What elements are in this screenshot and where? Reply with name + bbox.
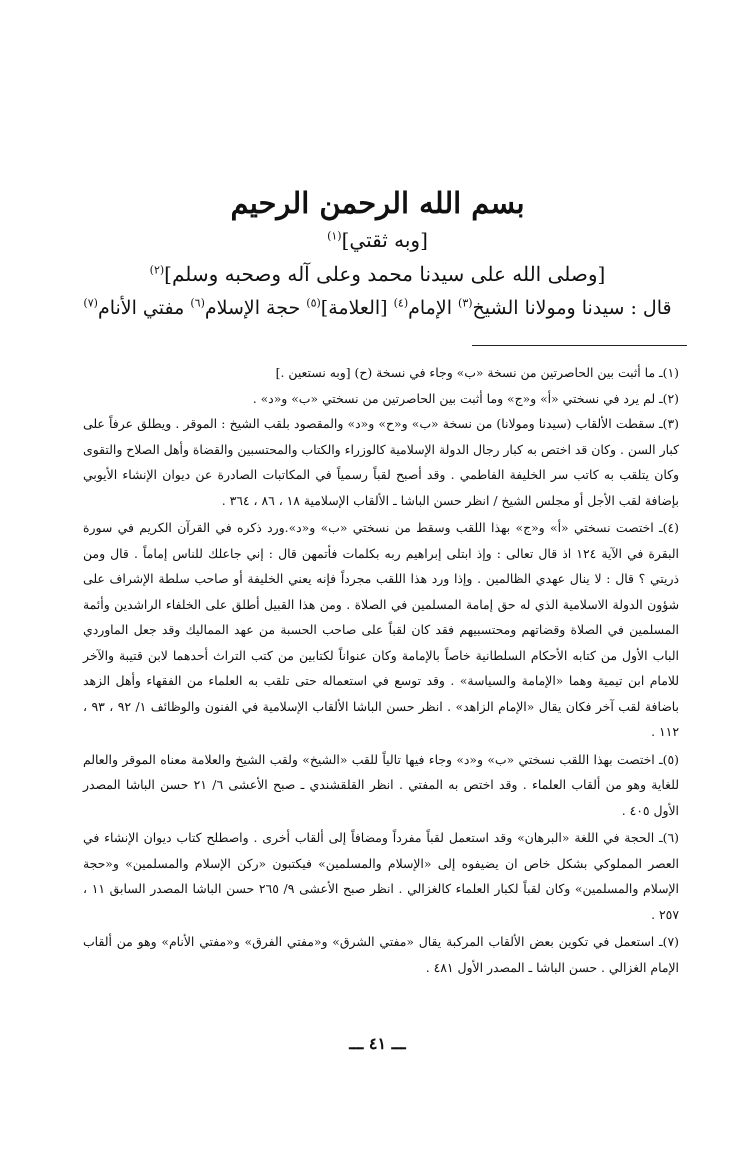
header-line-2 [40, 258, 715, 290]
header-line-3-part-2: الإمام [408, 297, 459, 319]
header-line-3 [40, 292, 715, 324]
footnote-4: (٤)ـ اختصت نسختي «أ» و«ج» بهذا اللقب وسقط من نسختي «ب» و«د».ورد ذكره في القرآن الكريم في سورة البقرة في الآية ١٢٤ اذ قال تعالى : وإذ ابتلى إبراهيم ربه بكلمات فأتمهن قال : إني جاعلك للناس إماماً . قال ومن ذريتي ؟ قال : لا ينال عهدي الظالمين . وإذا ورد هذا اللقب مجرداً فإنه يعني الخليفة أو صاحب سلطة الإشراف على شؤون الدولة الاسلامية الذي له حق إمامة المسلمين في الصلاة . ومن هذا القبيل أطلق على الخلفاء الراشدين وأئمة المسلمين في الصلاة وقضاتهم ومحتسبيهم فقد كان لقباً على صاحب الحسبة من عهد المماليك وقد جعل الماوردي الباب الأول من كتابه الأحكام السلطانية خاصاً بالإمامة وكان عنواناً لكتابين من كتب التراث أحدهما لابن قتيبة والآخر للامام ابن تيمية وهما «الإمامة والسياسة» . وقد توسع في استعماله حتى تلقب به العلماء من الفقهاء وأهل الزهد باضافة لقب آخر فكان يقال «الإمام الزاهد» . انظر حسن الباشا الألقاب الإسلامية في الفنون والوظائف ١/ ٩٢ ، ٩٣ ، ١١٢ . [83, 520, 679, 739]
footnotes-section [83, 360, 679, 980]
footnote-6: (٦)ـ الحجة في اللغة «البرهان» وقد استعمل لقباً مفرداً ومضافاً إلى ألقاب أخرى . واصطلح كتاب ديوان الإنشاء في العصر المملوكي بشكل خاص ان يضيفوه إلى «الإسلام والمسلمين» فيكتبون «ركن الإسلام والمسلمين» و«حجة الإسلام والمسلمين» وكان لقباً لكبار العلماء كالغزالي . انظر صبح الأعشى ٩/ ٢٦٥ حسن الباشا المصدر السابق ١١ ، ٢٥٧ . [83, 830, 679, 922]
header-line-1-text: [وبه ثقتي] [341, 228, 428, 252]
footnote-ref-1: (١) [327, 229, 342, 243]
header-line-3-part-1: قال : سيدنا ومولانا الشيخ [472, 297, 672, 319]
footnote-1: (١)ـ ما أثبت بين الحاصرتين من نسخة «ب» وجاء في نسخة (ح) [وبه نستعين .] [275, 365, 679, 380]
footnote-divider [472, 345, 687, 346]
header-line-2-text: [وصلى الله على سيدنا محمد وعلى آله وصحبه وسلم] [164, 262, 606, 286]
footnote-ref-3: (٣) [458, 296, 473, 310]
footnote-ref-5: (٥) [306, 296, 321, 310]
header-line-1 [40, 224, 715, 256]
footnote-ref-6: (٦) [190, 296, 205, 310]
footnote-ref-2: (٢) [149, 263, 165, 277]
basmala-heading: بسم الله الرحمن الرحيم [230, 186, 525, 220]
footnote-ref-7: (٧) [83, 296, 98, 310]
header-line-3-part-3: [العلامة] [320, 297, 394, 319]
header-line-3-part-4: حجة الإسلام [204, 297, 307, 319]
footnote-2: (٢)ـ لم يرد في نسختي «أ» و«ج» وما أثبت بين الحاصرتين من نسختي «ب» و«د» . [252, 390, 679, 406]
footnote-ref-4: (٤) [393, 296, 409, 310]
page-number: ـــ ٤١ ـــ [349, 1034, 406, 1053]
footnote-3: (٣)ـ سقطت الألقاب (سيدنا ومولانا) من نسخة «ب» و«ح» و«د» والمقصود بلقب الشيخ : الموقر . ويطلق عرفاً على كبار السن . وكان قد اختص به كبار رجال الدولة الإسلامية كالوزراء والكتاب والمحتسبين والقضاة وأهل الصلاح والتقوى وكان يتلقب به كاتب سر الخليفة الفاطمي . وقد أصبح لقباً رسمياً في المكاتبات الصادرة عن ديوان الإنشاء الأيوبي بإضافة لقب الأجل أو مجلس الشيخ / انظر حسن الباشا ـ الألقاب الإسلامية ١٨ ، ٨٦ ، ٣٦٤ . [83, 416, 679, 508]
footnote-7: (٧)ـ استعمل في تكوين بعض الألقاب المركبة يقال «مفتي الشرق» و«مفتي الفرق» و«مفتي الأنام» وهو من ألقاب الإمام الغزالي . حسن الباشا ـ المصدر الأول ٤٨١ . [83, 934, 679, 975]
footnote-5: (٥)ـ اختصت بهذا اللقب نسختي «ب» و«د» وجاء فيها تالياً للقب «الشيخ» ولقب الشيخ والعلامة معناه الموقر والعالم للغاية وهو من ألقاب العلماء . وقد اختص به المفتي . انظر القلقشندي ـ صبح الأعشى ٦/ ٢١ حسن الباشا المصدر الأول ٤٠٥ . [83, 751, 679, 818]
header-line-3-part-5: مفتي الأنام [97, 297, 191, 319]
